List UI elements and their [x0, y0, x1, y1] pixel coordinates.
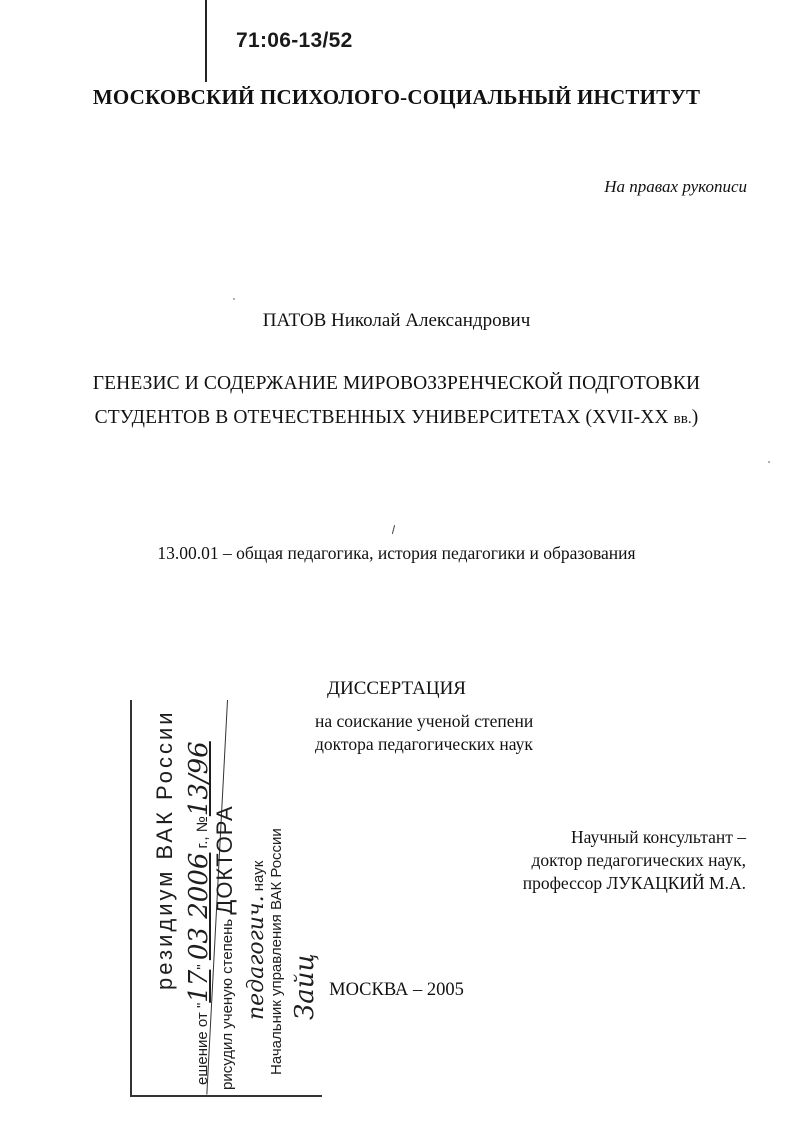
stamp-line-head: Начальник управления ВАК России: [268, 828, 285, 1075]
document-type: ДИССЕРТАЦИЯ: [327, 678, 466, 699]
stamp-line-degree: рисудил ученую степень ДОКТОРА: [212, 805, 237, 1090]
registry-code: 71:06-13/52: [236, 29, 353, 52]
institute-name: МОСКОВСКИЙ ПСИХОЛОГО-СОЦИАЛЬНЫЙ ИНСТИТУТ: [92, 85, 701, 109]
stamp-line-presidium: резидиум ВАК России: [152, 709, 177, 990]
pen-mark: [392, 525, 395, 534]
degree-purpose-line-2: доктора педагогических наук: [315, 734, 533, 754]
margin-line: [205, 0, 207, 82]
stamp-signature: Зайц: [290, 953, 320, 1020]
consultant-name: профессор ЛУКАЦКИЙ М.А.: [522, 873, 746, 893]
consultant-role: Научный консультант –: [571, 827, 746, 847]
dissertation-title-line-1: ГЕНЕЗИС И СОДЕРЖАНИЕ МИРОВОЗЗРЕНЧЕСКОЙ ПОДГОТОВКИ: [92, 373, 701, 394]
rights-note: На правах рукописи: [604, 177, 747, 196]
scan-speck: [233, 298, 235, 300]
specialty-code: 13.00.01 – общая педагогика, история педагогики и образования: [157, 543, 636, 563]
degree-purpose-line-1: на соискание ученой степени: [315, 711, 534, 731]
stamp-line-field: педагогич. наук: [244, 860, 269, 1020]
dissertation-title-line-2: СТУДЕНТОВ В ОТЕЧЕСТВЕННЫХ УНИВЕРСИТЕТАХ (XVII-XX вв.): [94, 407, 699, 428]
vak-approval-stamp: [130, 700, 322, 1097]
consultant-degree: доктор педагогических наук,: [531, 850, 746, 870]
stamp-line-decision: ешение от "17" 03 2006 г., №13/96: [184, 741, 214, 1085]
city-year: МОСКВА – 2005: [329, 980, 464, 1000]
author-name: ПАТОВ Николай Александрович: [262, 310, 531, 331]
scan-speck: [768, 461, 770, 463]
